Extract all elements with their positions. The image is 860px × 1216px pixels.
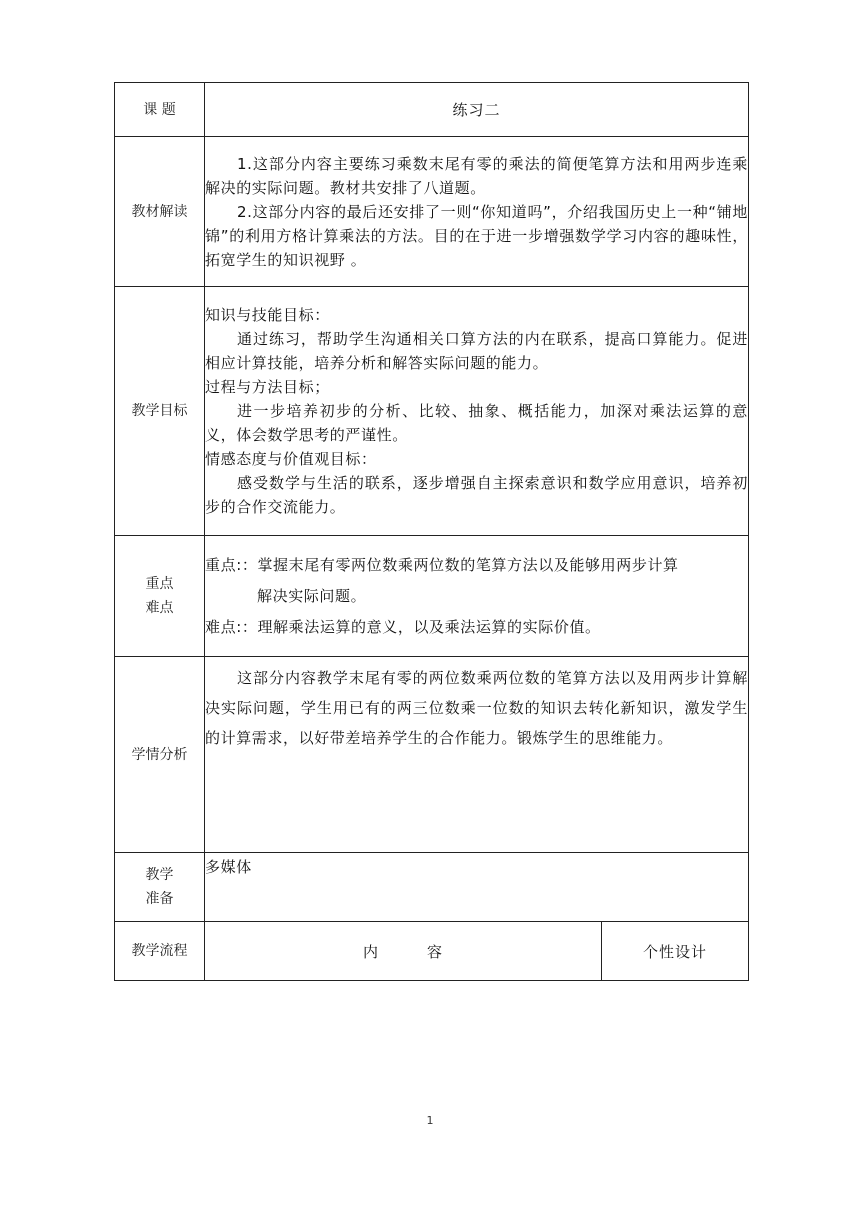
goal-heading-process: 过程与方法目标； [205, 378, 330, 396]
goals-label: 教学目标 [115, 287, 205, 536]
goal-text-process: 进一步培养初步的分析、比较、抽象、概括能力，加深对乘法运算的意义，体会数学思考的严谨性。 [205, 402, 749, 444]
keypoints-label-line1: 重点 [145, 576, 174, 592]
goal-heading-knowledge: 知识与技能目标： [205, 306, 330, 324]
flow-personal-header: 个性设计 [602, 922, 749, 981]
material-content [205, 137, 749, 287]
goal-text-knowledge: 通过练习，帮助学生沟通相关口算方法的内在联系，提高口算能力。促进相应计算技能，培养分析和解答实际问题的能力。 [205, 330, 749, 372]
topic-value: 练习二 [205, 83, 749, 137]
keypoints-label [115, 536, 205, 657]
key-point-line1: 重点:：掌握末尾有零两位数乘两位数的笔算方法以及能够用两步计算 [205, 555, 679, 574]
row-analysis [115, 657, 749, 853]
topic-label: 课 题 [115, 83, 205, 137]
analysis-paragraph: 这部分内容教学末尾有零的两位数乘两位数的笔算方法以及用两步计算解决实际问题，学生用已有的两三位数乘一位数的知识去转化新知识，激发学生的计算需求，以好带差培养学生的合作能力。锻炼学生的思维能力。 [205, 669, 749, 747]
lesson-plan-table [114, 82, 749, 981]
row-preparation [115, 853, 749, 922]
page-number: 1 [426, 1114, 434, 1127]
goal-heading-emotion: 情感态度与价值观目标： [205, 450, 377, 468]
preparation-content: 多媒体 [205, 853, 749, 922]
preparation-label-line1: 教学 [145, 867, 174, 883]
analysis-content [205, 657, 749, 853]
key-point-line2: 解决实际问题。 [257, 586, 367, 605]
row-topic [115, 83, 749, 137]
material-paragraph-1: 1.这部分内容主要练习乘数末尾有零的乘法的简便笔算方法和用两步连乘解决的实际问题。教材共安排了八道题。 [205, 154, 749, 197]
material-paragraph-2: 2.这部分内容的最后还安排了一则“你知道吗”，介绍我国历史上一种“铺地锦”的利用方格计算乘法的方法。目的在于进一步增强数学学习内容的趣味性，拓宽学生的知识视野 。 [205, 202, 749, 269]
keypoints-label-line2: 难点 [145, 600, 174, 616]
flow-content-header: 内 容 [205, 922, 602, 981]
goals-content [205, 287, 749, 536]
row-flow [115, 922, 749, 981]
keypoints-content [205, 536, 749, 657]
difficult-point: 难点:：理解乘法运算的意义，以及乘法运算的实际价值。 [205, 617, 601, 636]
goal-text-emotion: 感受数学与生活的联系，逐步增强自主探索意识和数学应用意识，培养初步的合作交流能力。 [205, 474, 749, 516]
row-goals [115, 287, 749, 536]
preparation-label [115, 853, 205, 922]
row-material [115, 137, 749, 287]
analysis-label: 学情分析 [115, 657, 205, 853]
preparation-label-line2: 准备 [145, 891, 174, 907]
material-label: 教材解读 [115, 137, 205, 287]
flow-label: 教学流程 [115, 922, 205, 981]
row-keypoints [115, 536, 749, 657]
